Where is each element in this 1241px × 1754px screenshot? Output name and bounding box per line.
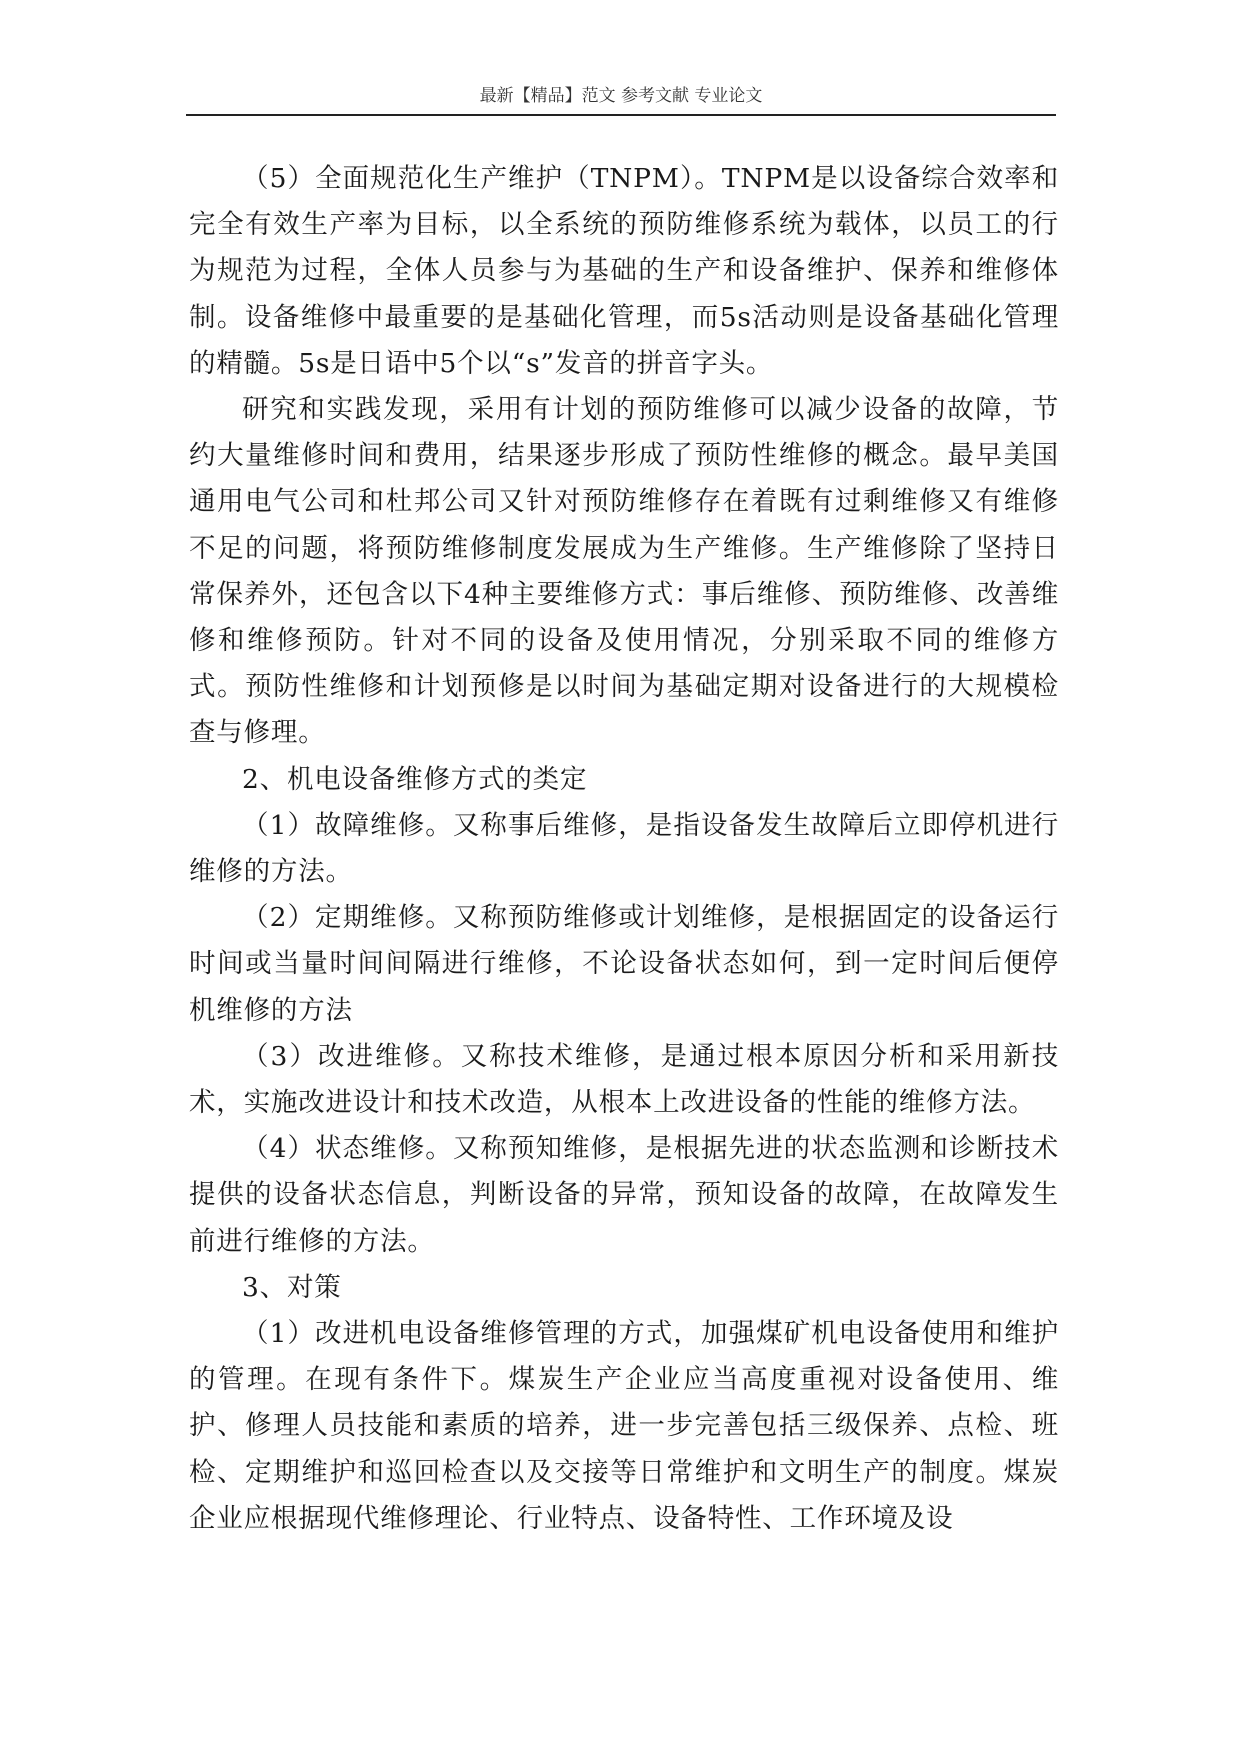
paragraph-tnpm: （5）全面规范化生产维护（TNPM）。TNPM是以设备综合效率和完全有效生产率为目标，以全系统的预防维修系统为载体，以员工的行为规范为过程，全体人员参与为基础的生产和设备维护、保养和维修体制。设备维修中最重要的是基础化管理，而5s活动则是设备基础化管理的精髓。5s是日语中5个以“s”发音的拼音字头。 bbox=[189, 163, 1059, 379]
page-header: 最新【精品】范文 参考文献 专业论文 bbox=[479, 86, 763, 106]
header-divider bbox=[186, 114, 1056, 116]
paragraph-fault-maintenance: （1）故障维修。又称事后维修，是指设备发生故障后立即停机进行维修的方法。 bbox=[189, 809, 1059, 888]
paragraph-condition-maintenance: （4）状态维修。又称预知维修，是根据先进的状态监测和诊断技术提供的设备状态信息，判断设备的异常，预知设备的故障，在故障发生前进行维修的方法。 bbox=[189, 1133, 1059, 1257]
section-heading-maintenance-types: 2、机电设备维修方式的类定 bbox=[242, 763, 588, 795]
paragraph-improvement-maintenance: （3）改进维修。又称技术维修，是通过根本原因分析和采用新技术，实施改进设计和技术改造，从根本上改进设备的性能的维修方法。 bbox=[189, 1040, 1059, 1119]
paragraph-periodic-maintenance: （2）定期维修。又称预防维修或计划维修，是根据固定的设备运行时间或当量时间间隔进行维修，不论设备状态如何，到一定时间后便停机维修的方法 bbox=[189, 902, 1059, 1026]
paragraph-countermeasure-1: （1）改进机电设备维修管理的方式，加强煤矿机电设备使用和维护的管理。在现有条件下。煤炭生产企业应当高度重视对设备使用、维护、修理人员技能和素质的培养，进一步完善包括三级保养、点检、班检、定期维护和巡回检查以及交接等日常维护和文明生产的制度。煤炭企业应根据现代维修理论、行业特点、设备特性、工作环境及设 bbox=[189, 1318, 1059, 1534]
paragraph-research-practice: 研究和实践发现，采用有计划的预防维修可以减少设备的故障，节约大量维修时间和费用，结果逐步形成了预防性维修的概念。最早美国通用电气公司和杜邦公司又针对预防维修存在着既有过剩维修又有维修不足的问题，将预防维修制度发展成为生产维修。生产维修除了坚持日常保养外，还包含以下4种主要维修方式：事后维修、预防维修、改善维修和维修预防。针对不同的设备及使用情况，分别采取不同的维修方式。预防性维修和计划预修是以时间为基础定期对设备进行的大规模检查与修理。 bbox=[189, 394, 1059, 749]
section-heading-countermeasures: 3、对策 bbox=[242, 1271, 342, 1303]
document-body bbox=[189, 156, 1059, 1542]
